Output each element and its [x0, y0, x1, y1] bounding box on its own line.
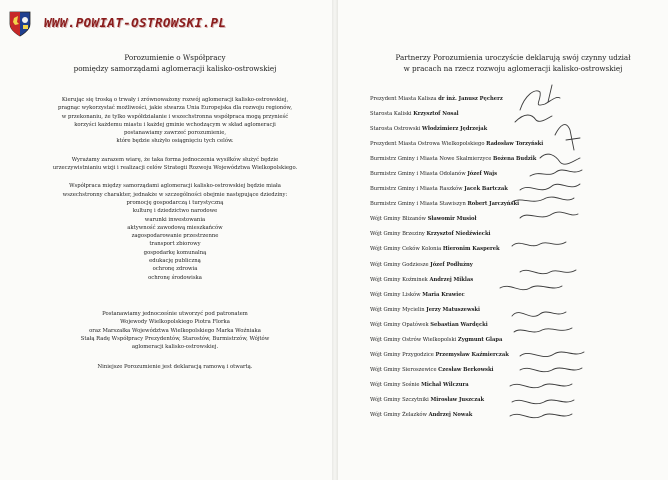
- cooperation-area-item: promocję gospodarczą i turystyczną: [126, 199, 224, 206]
- page-header: [6, 8, 336, 38]
- signatory-position: Burmistrz Gminy i Miasta Nowe Skalmierzyce: [370, 156, 492, 163]
- paragraph-cooperation-areas: [30, 182, 320, 282]
- cooperation-area-item: ochronę zdrowia: [152, 266, 198, 273]
- signatory-name: Maria Krawiec: [422, 291, 465, 298]
- signatory-position: Wójt Gminy Sieroszewice: [370, 366, 437, 373]
- signatory-name: Sławomir Musioł: [427, 216, 477, 223]
- signatory-position: Wójt Gminy Ostrów Wielkopolski: [370, 336, 457, 343]
- partners-column: [370, 40, 656, 423]
- signatory-position: Wójt Gminy Sośnie: [370, 381, 420, 388]
- partners-title: [370, 52, 656, 74]
- cooperation-area-item: edukację publiczną: [149, 258, 201, 265]
- signatory-list: [370, 92, 656, 423]
- signatory-name: Andrzej Miklas: [429, 276, 474, 283]
- signatory-row: [370, 227, 656, 242]
- signatory-row: [370, 258, 656, 273]
- text-line: Postanawiamy jednocześnie utworzyć pod patronatem: [102, 310, 248, 317]
- signatory-row: [370, 152, 656, 167]
- signatory-name: Bożena Budzik: [493, 156, 537, 163]
- signatory-position: Wójt Gminy Opatówek: [370, 321, 429, 328]
- paragraph-preamble: [30, 96, 320, 146]
- cooperation-area-item: zagospodarowanie przestrzenne: [131, 233, 219, 240]
- cooperation-area-item: aktywność zawodową mieszkańców: [127, 224, 223, 231]
- signatory-row: [370, 212, 656, 227]
- text-line: korzyści każdemu miastu i każdej gminie wchodzącym w skład aglomeracji: [74, 121, 276, 128]
- signatory-name: Mirosław Juszczak: [430, 396, 485, 403]
- signatory-name: Hieronim Kasperek: [442, 246, 500, 253]
- signatory-row: [370, 122, 656, 137]
- signatory-name: Zygmunt Glapa: [457, 336, 503, 343]
- signatory-row: [370, 167, 656, 182]
- signatory-row: [370, 318, 656, 333]
- text-line: w przekonaniu, że tylko współdziałanie i wszechstronna współpraca mogą przynieść: [61, 113, 289, 120]
- signatory-name: Michał Wilczura: [421, 381, 469, 388]
- cooperation-area-item: transport zbiorowy: [149, 241, 201, 248]
- partners-title-line: w pracach na rzecz rozwoju aglomeracji kalisko-ostrowskiej: [403, 64, 623, 73]
- signatory-row: [370, 408, 656, 423]
- signatory-row: [370, 303, 656, 318]
- signatory-position: Wójt Gminy Lisków: [370, 291, 421, 298]
- signatory-row: [370, 288, 656, 303]
- text-line: pragnąc wykorzystać możliwości, jakie stwarza Unia Europejska dla rozwoju regionów,: [57, 105, 293, 112]
- signatory-row: [370, 363, 656, 378]
- signatory-position: Starosta Ostrowski: [370, 126, 421, 133]
- cooperation-area-item: kulturę i dziedzictwo narodowe: [132, 208, 218, 215]
- signatory-name: Sebastian Wardęcki: [430, 321, 488, 328]
- signatory-row: [370, 107, 656, 122]
- signatory-position: Burmistrz Gminy i Miasta Stawiszyn: [370, 201, 466, 208]
- text-line: Niniejsze Porozumienie jest deklaracją ramową i otwartą.: [97, 364, 253, 371]
- signatory-name: Jacek Bartczak: [464, 186, 508, 193]
- text-line: Współpraca między samorządami aglomeracji kalisko-ostrowskiej będzie miała: [69, 183, 281, 190]
- signatory-position: Wójt Gminy Mycielin: [370, 306, 425, 313]
- signatory-position: Burmistrz Gminy i Miasta Raszków: [370, 186, 463, 193]
- text-line: oraz Marszałka Województwa Wielkopolskiego Marka Woźniaka: [89, 327, 261, 334]
- text-line: wszechstronny charakter, jednakże w szczególności obejmie następujące dziedziny:: [62, 191, 288, 198]
- signatory-name: Józef Wajs: [467, 171, 498, 178]
- signatory-row: [370, 197, 656, 212]
- signatory-name: Krzysztof Niedźwiecki: [426, 231, 491, 238]
- signatory-name: Włodzimierz Jędrzejak: [422, 126, 488, 133]
- signatory-name: Przemysław Kaźmierczak: [435, 351, 509, 358]
- signatory-name: Krzysztof Nosal: [413, 111, 459, 118]
- text-line: postanawiamy zawrzeć porozumienie,: [123, 130, 227, 137]
- cooperation-area-item: ochronę środowiska: [148, 274, 202, 281]
- site-url[interactable]: WWW.POWIAT-OSTROWSKI.PL: [44, 15, 227, 30]
- signatory-row: [370, 393, 656, 408]
- partners-title-line: Partnerzy Porozumienia uroczyście deklarują swój czynny udział: [395, 53, 631, 62]
- signatory-row: [370, 348, 656, 363]
- signatory-row: [370, 273, 656, 288]
- signatory-name: dr inż. Janusz Pęcherz: [438, 96, 503, 102]
- text-line: aglomeracji kalisko-ostrowskiej.: [131, 344, 219, 351]
- signatory-row: [370, 378, 656, 393]
- signatory-name: Robert Jarczyński: [467, 201, 520, 208]
- signatory-name: Józef Podłużny: [430, 261, 473, 268]
- text-line: Kierując się troską o trwały i zrównoważony rozwój aglomeracji kalisko-ostrowskiej,: [61, 97, 289, 103]
- signatory-name: Czesław Berkowski: [438, 366, 494, 373]
- signatory-row: [370, 242, 656, 257]
- signatory-position: Wójt Gminy Koźminek: [370, 276, 428, 283]
- signatory-name: Andrzej Nowak: [428, 411, 473, 418]
- text-line: które będzie służyło osiągnięciu tych celów.: [116, 138, 234, 145]
- signatory-position: Wójt Gminy Szczytniki: [370, 396, 429, 403]
- text-line: Wojewody Wielkopolskiego Piotra Florka: [120, 319, 230, 326]
- paragraph-closing: [30, 363, 320, 371]
- cooperation-area-item: gospodarkę komunalną: [143, 249, 207, 256]
- text-line: Stałą Radę Współpracy Prezydentów, Starostów, Burmistrzów, Wójtów: [80, 335, 270, 342]
- signatory-position: Wójt Gminy Ceków Kolonia: [370, 246, 442, 253]
- agreement-title: [30, 52, 320, 74]
- signatory-row: [370, 333, 656, 348]
- signatory-row: [370, 137, 656, 152]
- signatory-position: Burmistrz Gminy i Miasta Odolanów: [370, 171, 466, 178]
- signatory-row: [370, 182, 656, 197]
- text-line: urzeczywistnianiu wizji i realizacji celów Strategii Rozwoju Województwa Wielkopolskiego.: [52, 165, 298, 172]
- signatory-position: Prezydent Miasta Kalisza: [370, 96, 437, 102]
- signatory-position: Wójt Gminy Godziesze: [370, 261, 429, 268]
- signatory-position: Wójt Gminy Żelazków: [370, 411, 427, 418]
- agreement-title-line: pomiędzy samorządami aglomeracji kalisko-ostrowskiej: [73, 64, 277, 73]
- signatory-row: [370, 92, 656, 107]
- signatory-position: Prezydent Miasta Ostrowa Wielkopolskiego: [370, 141, 485, 148]
- signatory-position: Wójt Gminy Brzeziny: [370, 231, 425, 238]
- signatory-name: Jerzy Matuszewski: [426, 306, 480, 313]
- text-line: Wyrażamy zarazem wiarę, że taka forma jednoczenia wysiłków służyć będzie: [71, 156, 279, 163]
- paragraph-strategy: [30, 156, 320, 173]
- signatory-position: Starosta Kaliski: [370, 111, 412, 118]
- agreement-title-line: Porozumienie o Współpracy: [124, 53, 226, 62]
- cooperation-area-item: warunki inwestowania: [144, 216, 206, 223]
- signatory-position: Wójt Gminy Przygodzice: [370, 351, 434, 358]
- signatory-position: Wójt Gminy Blizanów: [370, 216, 426, 223]
- page-fold: [332, 0, 338, 480]
- signatory-name: Radosław Torzyński: [486, 141, 544, 148]
- paragraph-council: [30, 310, 320, 351]
- coat-of-arms-icon: [6, 10, 34, 38]
- agreement-text-column: [30, 40, 320, 382]
